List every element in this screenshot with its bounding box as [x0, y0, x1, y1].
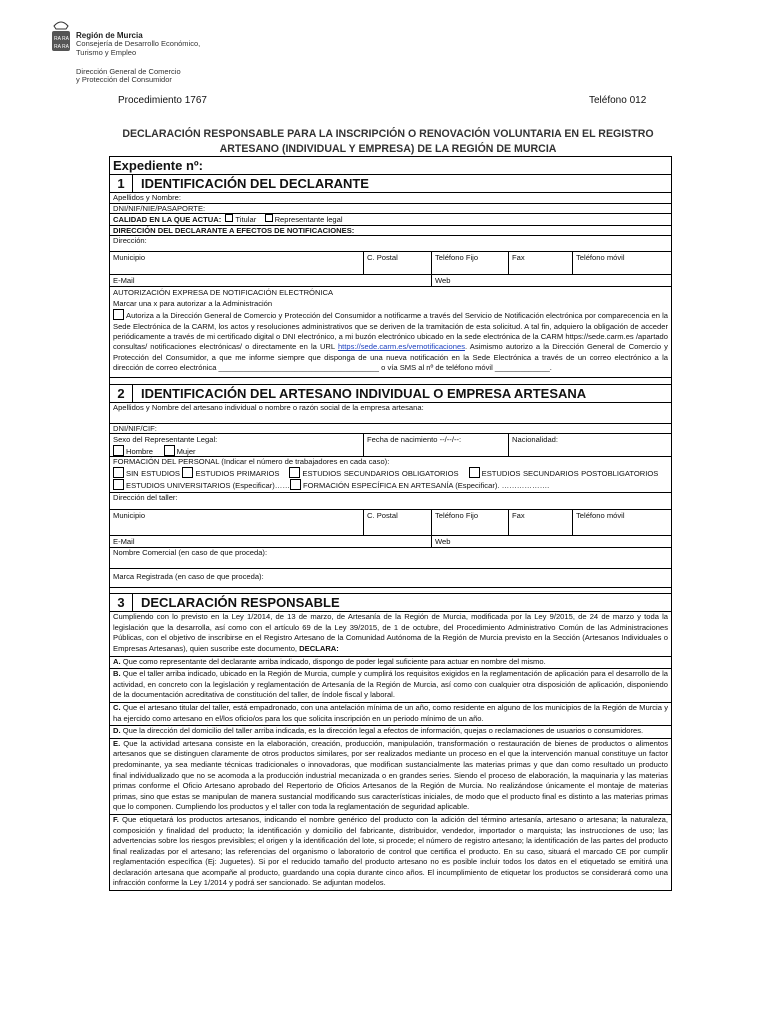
consejeria-line-2: Turismo y Empleo [76, 47, 137, 57]
telefono-label: Teléfono 012 [589, 95, 647, 106]
nacionalidad-field[interactable]: Nacionalidad: [512, 435, 559, 445]
direccion-line-1: Dirección General de Comercio [76, 67, 181, 76]
email-field[interactable]: E-Mail [110, 275, 432, 286]
tfijo-field[interactable]: Teléfono Fijo [432, 252, 509, 274]
autorizacion-title: AUTORIZACIÓN EXPRESA DE NOTIFICACIÓN ELECTRÓNICA [113, 288, 334, 298]
secundarios-oblig-label: ESTUDIOS SECUNDARIOS OBLIGATORIOS [302, 469, 459, 479]
declaracion-item [110, 726, 671, 739]
hombre-checkbox[interactable] [113, 445, 124, 456]
coat-of-arms-icon [48, 20, 74, 66]
declaracion-item-letter: D. [113, 726, 121, 736]
secundarios-oblig-checkbox[interactable] [289, 467, 300, 478]
declaracion-item [110, 739, 671, 815]
direccion-field[interactable]: Dirección: [110, 236, 671, 252]
section-2-number: 2 [110, 385, 133, 402]
expediente-field[interactable]: Expediente nº: [110, 157, 671, 175]
declaracion-item-letter: B. [113, 669, 121, 679]
formacion-especifica-checkbox[interactable] [290, 479, 301, 490]
web-field[interactable]: Web [435, 276, 451, 286]
tmovil-field[interactable]: Teléfono móvil [576, 253, 625, 263]
section-3-header [110, 593, 671, 612]
consejeria-line-1: Consejería de Desarrollo Económico, [76, 39, 201, 49]
sexo-cell [110, 434, 364, 456]
contact-row-1 [110, 252, 671, 275]
taller-municipio-field[interactable]: Municipio [110, 510, 364, 535]
section-1-title: IDENTIFICACIÓN DEL DECLARANTE [141, 176, 369, 191]
declaracion-item [110, 815, 671, 891]
declaracion-item-letter: F. [113, 814, 119, 824]
notificaciones-link[interactable]: https://sede.carm.es/vernotificaciones [337, 342, 465, 352]
secundarios-post-label: ESTUDIOS SECUNDARIOS POSTOBLIGATORIOS [481, 469, 659, 479]
sexo-row [110, 434, 671, 457]
taller-contact-row-2 [110, 536, 671, 548]
declaracion-item-text: Que etiquetará los productos artesanos, indicando el nombre genérico del producto con la adición del término artesanía, artesano o artesana; la naturaleza, composición y finalidad del producto; la identificación y domicilio del fabricante, distribuidor, vendedor, importador o marquista; las instrucciones de uso; las advertencias sobre los riesgos previsibles; el origen y la identificación del lote, si procede; el número de registro artesano; la identificación de las partes del producto final realizadas por el artesano; las referencias del organismo o laboratorio de control que certifica el producto. En su caso, situará el marcado CE por cumplir reglamentación específica (Ej: Juguetes). Si por el reducido tamaño del producto artesano no es posible incluir todos los datos en el etiquetado se emitirá una declaración artesana que acompañe al producto, guardando una copia durante cinco años. El incumplimiento de etiquetar los productos se considerará como una infracción conforme la Ley 1/2014 y podrá ser sancionado. Se adjuntan modelos. [113, 814, 668, 888]
municipio-field[interactable]: Municipio [110, 252, 364, 274]
universitarios-label: ESTUDIOS UNIVERSITARIOS (Especificar)…… [126, 481, 290, 491]
section-1-header [110, 175, 671, 193]
intro-text: Cumpliendo con lo previsto en la Ley 1/2014, de 13 de marzo, de Artesanía de la Región de Murcia, modificada por la Ley 9/2015, de 24 de marzo y toda la legislación que la desarrolla, así como con el artículo 69 de la Ley 39/2015, de 1 de octubre, del Procedimiento Administrativo Común de las Administraciones Públicas, con el objetivo de inscribirse en el Registro Artesano de la Comunidad Autónoma de la Región de Murcia previsto en la Sección (Artesanos Individuales o Empresas Artesanas), quien suscribe este documento, [113, 612, 668, 653]
declaracion-item-text: Que como representante del declarante arriba indicado, dispongo de poder legal suficiente para actuar en nombre del mismo. [120, 656, 546, 666]
representante-label: Representante legal [274, 215, 343, 225]
declaracion-item [110, 657, 671, 670]
sexo-label: Sexo del Representante Legal: [113, 435, 218, 445]
dni-field[interactable]: DNI/NIF/NIE/PASAPORTE: [110, 204, 671, 215]
declaracion-item-text: Que la actividad artesana consiste en la elaboración, creación, producción, manipulación, transformación o restauración de bienes de productos o alimentos artesanos que se distinguen claramente de otros productos similares, por ser realizados mediante un proceso en el que la intervención manual constituye un factor predominante, ya sea mediante técnicas tradicionales o innovadoras, que modifican sustancialmente las materias primas y que dan como resultado un producto final individualizado que no se acomoda a la producción industrial mecanizada o en grandes series. Siendo el proceso de elaboración, la maquinaria y las materias primas conforme el Oficio Artesano aprobado del Repertorio de Oficios Artesanos de la Región de Murcia. No realizándose únicamente el montaje de materias primas, sino que estas se manipulan de manera sustancial modificando sus características iniciales, de modo que el producto final es distinto a las materias primas que lo componen. Cumpliendo los productos y el taller con toda la reglamentación de seguridad aplicable. [113, 738, 668, 812]
sin-estudios-label: SIN ESTUDIOS [126, 469, 180, 479]
declaracion-item-text: Que el artesano titular del taller, está empadronado, con una antelación mínima de un año, como residente en alguno de los municipios de la Región de Murcia y ha ejercido como artesano en el/los oficio/os para los que solicita inscripción en un periodo mínimo de un año. [113, 702, 668, 723]
declaracion-item-letter: C. [113, 702, 121, 712]
marca-field[interactable]: Marca Registrada (en caso de que proceda): [110, 569, 671, 588]
titular-checkbox[interactable] [225, 214, 233, 222]
declaracion-item [110, 703, 671, 726]
svg-text:RA: RA [62, 36, 69, 42]
svg-text:RA: RA [54, 36, 61, 42]
autoriza-text-1: Autoriza a la Dirección General de Comercio y Protección del Consumidor a notificarme a través del Servicio de Notificación electrónica por comparecencia en la Sede Electrónica de la CARM, los actos y resoluciones administrativos que se deriven de la tramitación de esta solicitud. A tal fin, adquiero la obligación de acceder periódicamente a través de mi certificado digital o DNI electrónico, a mi buzón electrónico ubicado en la sede electrónica de la CARM https://sede.carm.es /apartado consultas/ notificaciones electrónicas/ o directamente en la URL [113, 311, 668, 352]
autorizacion-block [110, 287, 671, 377]
declaracion-item [110, 669, 671, 703]
universitarios-checkbox[interactable] [113, 479, 124, 490]
declaracion-intro [110, 612, 671, 656]
cpostal-field[interactable]: C. Postal [364, 252, 432, 274]
declaracion-item-text: Que el taller arriba indicado, ubicado en la Región de Murcia, cumple y cumplirá los requisitos exigidos en la reglamentación de aplicación para el desarrollo de la actividad, en concreto con la legislación y reglamentación de Artesanía de la Región de Murcia, así como con cualquier otra disposición de aplicación, disponiendo de la documentación acreditativa de constitución del taller, de índole fiscal y laboral. [113, 669, 668, 700]
representante-checkbox[interactable] [265, 214, 273, 222]
fecha-field[interactable]: Fecha de nacimiento --/--/--: [364, 434, 509, 456]
taller-web-field[interactable]: Web [435, 537, 451, 547]
primarios-checkbox[interactable] [182, 467, 193, 478]
secundarios-post-checkbox[interactable] [469, 467, 480, 478]
declaracion-item-letter: E. [113, 738, 121, 748]
autoriza-checkbox[interactable] [113, 309, 124, 320]
taller-fax-field[interactable]: Fax [509, 510, 573, 535]
section-3-number: 3 [110, 594, 133, 611]
declaracion-item-letter: A. [113, 656, 121, 666]
section-1-number: 1 [110, 175, 133, 192]
contact-row-2 [110, 275, 671, 287]
procedimiento-label: Procedimiento 1767 [118, 95, 207, 106]
declaracion-items [110, 657, 671, 891]
calidad-label: CALIDAD EN LA QUE ACTUA: [113, 215, 222, 225]
taller-tmovil-field[interactable]: Teléfono móvil [576, 511, 625, 521]
formacion-block [110, 457, 671, 493]
hombre-label: Hombre [126, 447, 154, 457]
region-name: Región de Murcia [76, 31, 143, 40]
taller-cpostal-field[interactable]: C. Postal [364, 510, 432, 535]
svg-text:RA: RA [54, 44, 61, 50]
taller-email-field[interactable]: E-Mail [110, 536, 432, 547]
formacion-especifica-label: FORMACIÓN ESPECÍFICA EN ARTESANÍA (Especificar). ………………. [303, 481, 550, 491]
nombre-comercial-field[interactable]: Nombre Comercial (en caso de que proceda): [110, 548, 671, 569]
marcar-label: Marcar una x para autorizar a la Administración [113, 298, 273, 308]
mujer-checkbox[interactable] [164, 445, 175, 456]
declaration-form [109, 156, 672, 891]
autoriza-text-2: . Asimismo autorizo a la Dirección General de Comercio y Protección del Consumidor, a que me informe siempre que disponga de una nueva notificación en la Sede Electrónica a través de un correo electrónico a la dirección de correo electrónica ______________________________________ o vía SMS al nº de teléfono móvil _____________. [113, 342, 668, 373]
region-logo [38, 20, 238, 85]
svg-text:RA: RA [62, 44, 69, 50]
declaracion-item-text: Que la dirección del domicilio del taller arriba indicada, es la dirección legal a efectos de información, quejas o reclamaciones de usuarios o consumidores. [120, 726, 644, 736]
taller-contact-row-1 [110, 510, 671, 536]
section-2-header [110, 384, 671, 403]
calidad-row [110, 214, 671, 226]
titular-label: Titular [235, 215, 257, 225]
fax-field[interactable]: Fax [509, 252, 573, 274]
artesano-dni-field[interactable]: DNI/NIF/CIF: [110, 424, 671, 435]
declara-label: DECLARA: [299, 644, 339, 653]
primarios-label: ESTUDIOS PRIMARIOS [195, 469, 280, 479]
document-title: DECLARACIÓN RESPONSABLE PARA LA INSCRIPCIÓN O RENOVACIÓN VOLUNTARIA EN EL REGISTRO ARTESANO (INDIVIDUAL Y EMPRESA) DE LA REGIÓN DE MURCIA [122, 128, 654, 155]
formacion-label: FORMACIÓN DEL PERSONAL (Indicar el número de trabajadores en cada caso): [113, 457, 390, 467]
apellidos-field[interactable]: Apellidos y Nombre: [110, 193, 671, 204]
artesano-apellidos-field[interactable]: Apellidos y Nombre del artesano individual o nombre o razón social de la empresa artesana: [110, 403, 671, 424]
direccion-notif-heading: DIRECCIÓN DEL DECLARANTE A EFECTOS DE NOTIFICACIONES: [110, 226, 671, 237]
sin-estudios-checkbox[interactable] [113, 467, 124, 478]
mujer-label: Mujer [176, 447, 196, 457]
section-3-title: DECLARACIÓN RESPONSABLE [141, 595, 340, 611]
taller-tfijo-field[interactable]: Teléfono Fijo [432, 510, 509, 535]
section-2-title: IDENTIFICACIÓN DEL ARTESANO INDIVIDUAL O EMPRESA ARTESANA [141, 385, 587, 401]
direccion-taller-field[interactable]: Dirección del taller: [110, 493, 671, 510]
direccion-line-2: y Protección del Consumidor [76, 75, 172, 85]
